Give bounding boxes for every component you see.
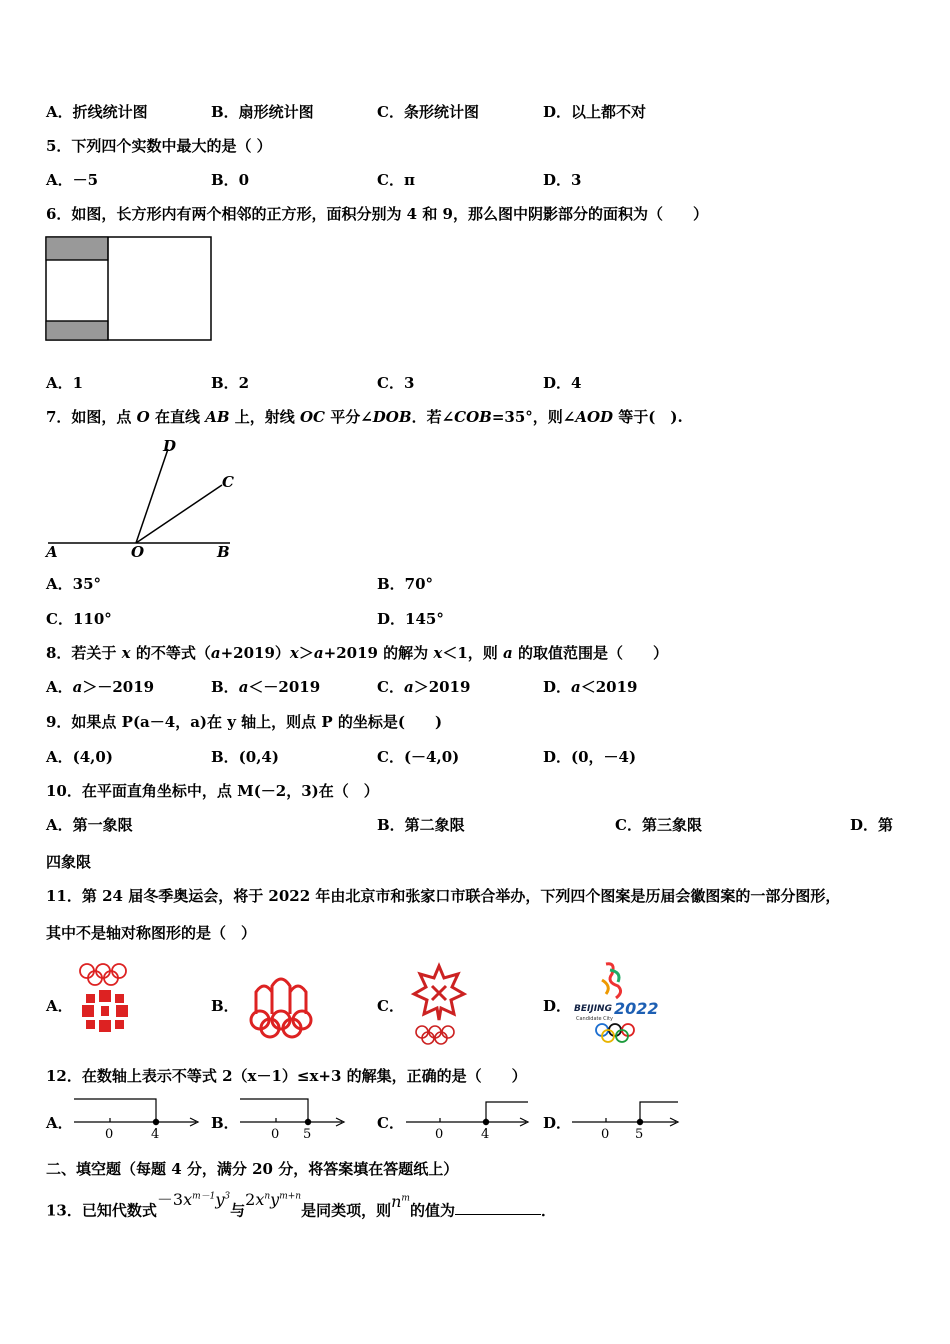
q11-option-a: A． bbox=[46, 997, 73, 1015]
q13-expr1: $-3x^{m-1}y^3$ bbox=[156, 1190, 231, 1210]
q12-c-mark: 4 bbox=[481, 1127, 490, 1142]
q11-logo-d-year: 2022 bbox=[614, 999, 659, 1018]
q12-numberline-d bbox=[566, 1096, 686, 1142]
q7-label-o: O bbox=[131, 543, 145, 561]
q12-d-zero: 0 bbox=[601, 1127, 610, 1142]
q12-a-mark: 4 bbox=[151, 1127, 160, 1142]
q12-option-c: C． bbox=[377, 1114, 404, 1132]
q12-numberline-a bbox=[68, 1096, 208, 1142]
q7-label-c: C bbox=[222, 473, 234, 491]
q12-option-d: D． bbox=[543, 1114, 572, 1132]
q4-option-a: A．折线统计图 bbox=[46, 103, 148, 121]
q7-ray-oc bbox=[136, 485, 222, 543]
q11-stem-line2: 其中不是轴对称图形的是（ ） bbox=[46, 924, 257, 942]
q7-option-c: C．110° bbox=[46, 610, 112, 628]
q10-option-d: D．第 bbox=[850, 816, 894, 834]
q8-option-d: D．a＜2019 bbox=[543, 678, 638, 696]
q11-stem-line1: 11．第 24 届冬季奥运会，将于 2022 年由北京市和张家口市联合举办，下列四个图案是历届会徽图案的一部分图形， bbox=[46, 887, 841, 905]
q10-stem: 10．在平面直角坐标中，点 M(－2，3)在（ ） bbox=[46, 782, 379, 800]
q11-option-c: C． bbox=[377, 997, 404, 1015]
q13-stem: 13．已知代数式$-3x^{m-1}y^3$与$2x^ny^{m+n}$是同类项，则$n^m$的值为 ． bbox=[46, 1190, 556, 1220]
q13-expr2: $2x^ny^{m+n}$ bbox=[245, 1190, 302, 1210]
q12-numberline-b bbox=[234, 1096, 374, 1142]
q11-logo-a-snowflake bbox=[82, 990, 128, 1032]
q12-b-mark: 5 bbox=[303, 1127, 312, 1142]
q11-option-d: D． bbox=[543, 997, 572, 1015]
q13-answer-blank[interactable] bbox=[455, 1200, 541, 1215]
q6-option-c: C．3 bbox=[377, 374, 415, 392]
q12-stem: 12．在数轴上表示不等式 2（x－1）≤x+3 的解集，正确的是（ ） bbox=[46, 1067, 527, 1085]
q7-ray-od bbox=[136, 449, 168, 543]
q5-option-a: A．－5 bbox=[46, 171, 99, 189]
q11-logo-c bbox=[408, 962, 470, 1046]
q12-option-a: A． bbox=[46, 1114, 73, 1132]
q12-numberline-c bbox=[400, 1096, 540, 1142]
q6-figure bbox=[44, 235, 214, 343]
q12-a-zero: 0 bbox=[105, 1127, 114, 1142]
q9-stem: 9．如果点 P(a－4，a)在 y 轴上，则点 P 的坐标是( ) bbox=[46, 713, 443, 731]
q7-label-a: A bbox=[46, 543, 58, 561]
q12-a-bracket bbox=[74, 1099, 156, 1122]
q6-shaded-bottom bbox=[46, 321, 108, 340]
q12-c-point bbox=[483, 1119, 489, 1125]
q10-option-a: A．第一象限 bbox=[46, 816, 133, 834]
q9-option-d: D．(0，－4) bbox=[543, 748, 637, 766]
q6-stem: 6．如图，长方形内有两个相邻的正方形，面积分别为 4 和 9，那么图中阴影部分的面积为（ ） bbox=[46, 205, 708, 223]
q12-b-point bbox=[305, 1119, 311, 1125]
q9-option-c: C．(－4,0) bbox=[377, 748, 460, 766]
q11-logo-d-sub: Candidate City bbox=[576, 1016, 613, 1022]
q6-shaded-top bbox=[46, 237, 108, 260]
q5-option-c: C．π bbox=[377, 171, 415, 189]
q9-option-a: A．(4,0) bbox=[46, 748, 113, 766]
q7-stem: 7．如图，点 O 在直线 AB 上，射线 OC 平分∠DOB．若∠COB=35°，则∠AOD 等于( ). bbox=[46, 408, 683, 426]
q4-option-c: C．条形统计图 bbox=[377, 103, 479, 121]
q12-d-point bbox=[637, 1119, 643, 1125]
q8-stem: 8．若关于 x 的不等式（a+2019）x＞a+2019 的解为 x＜1，则 a 的取值范围是（ ） bbox=[46, 644, 668, 662]
q6-option-b: B．2 bbox=[211, 374, 250, 392]
q10-option-b: B．第二象限 bbox=[377, 816, 465, 834]
q7-figure bbox=[40, 435, 240, 565]
q12-option-b: B． bbox=[211, 1114, 239, 1132]
q4-option-d: D．以上都不对 bbox=[543, 103, 647, 121]
q13-expr3: $n^m$ bbox=[391, 1192, 410, 1212]
q11-logo-a bbox=[76, 960, 136, 1042]
q7-label-d: D bbox=[163, 437, 177, 455]
q12-b-zero: 0 bbox=[271, 1127, 280, 1142]
q11-logo-b bbox=[242, 970, 320, 1044]
q11-logo-d-beijing: BEIJING bbox=[574, 1004, 612, 1014]
q12-a-point bbox=[153, 1119, 159, 1125]
q10-option-d-wrap: 四象限 bbox=[46, 853, 92, 871]
q6-option-a: A．1 bbox=[46, 374, 84, 392]
q8-option-b: B．a＜－2019 bbox=[211, 678, 321, 696]
q9-option-b: B．(0,4) bbox=[211, 748, 279, 766]
q7-option-a: A．35° bbox=[46, 575, 102, 593]
q11-option-b: B． bbox=[211, 997, 239, 1015]
q12-c-zero: 0 bbox=[435, 1127, 444, 1142]
q8-option-c: C．a＞2019 bbox=[377, 678, 471, 696]
q5-option-b: B．0 bbox=[211, 171, 250, 189]
q10-option-c: C．第三象限 bbox=[615, 816, 702, 834]
q7-option-d: D．145° bbox=[377, 610, 444, 628]
q5-option-d: D．3 bbox=[543, 171, 582, 189]
q8-option-a: A．a＞－2019 bbox=[46, 678, 155, 696]
q7-option-b: B．70° bbox=[377, 575, 434, 593]
q7-label-b: B bbox=[217, 543, 230, 561]
q6-option-d: D．4 bbox=[543, 374, 582, 392]
q5-stem: 5．下列四个实数中最大的是（ ） bbox=[46, 137, 272, 155]
q4-option-b: B．扇形统计图 bbox=[211, 103, 314, 121]
q12-d-mark: 5 bbox=[635, 1127, 644, 1142]
q12-b-bracket bbox=[240, 1099, 308, 1122]
section2-title: 二、填空题（每题 4 分，满分 20 分，将答案填在答题纸上） bbox=[46, 1160, 459, 1178]
q11-logo-d bbox=[572, 960, 662, 1044]
